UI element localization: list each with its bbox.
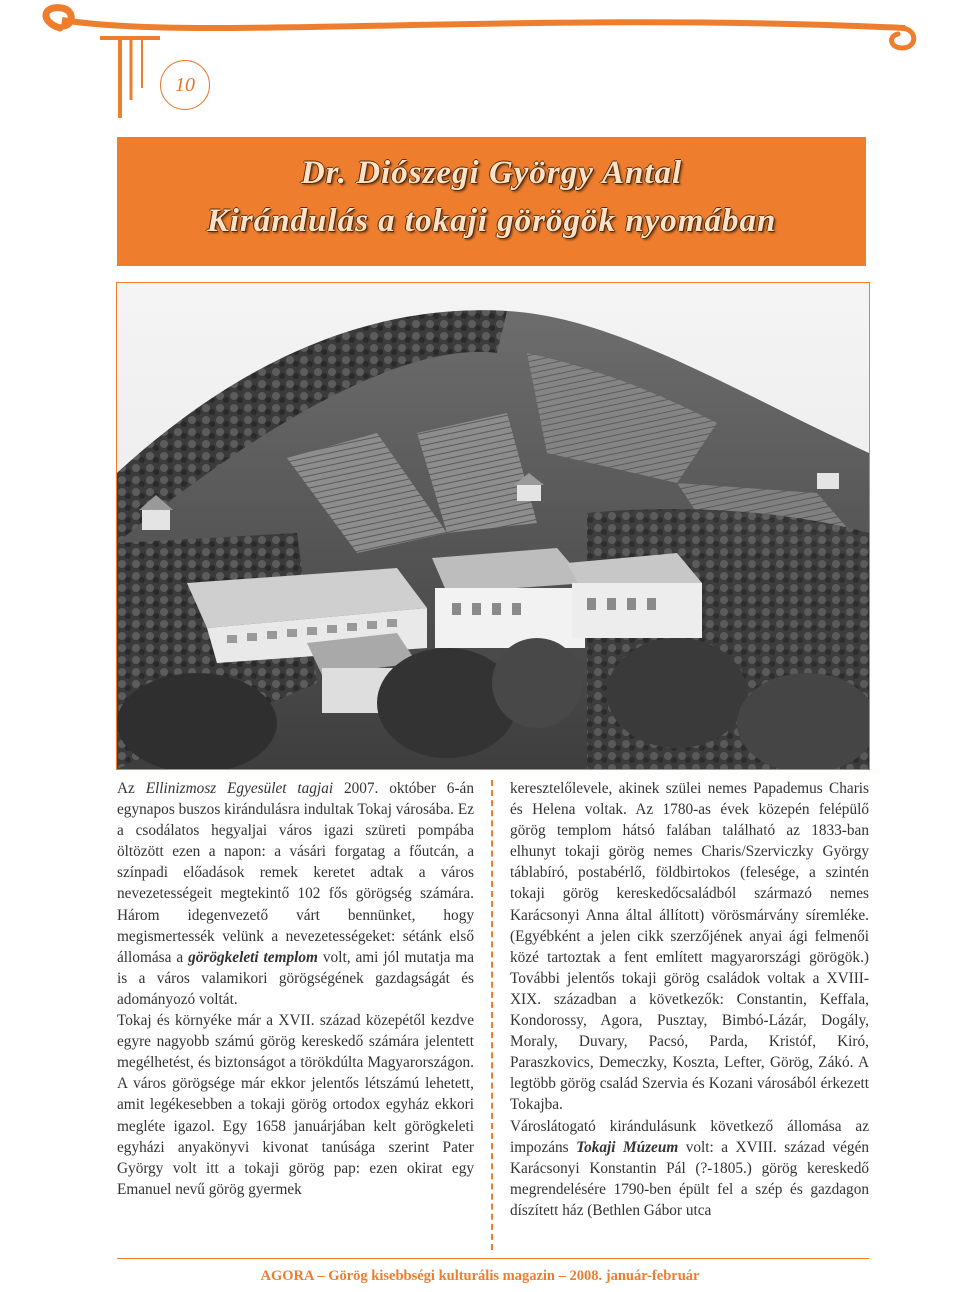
article-column-left [117, 778, 474, 1200]
emphasis: Ellinizmosz Egyesület tagjai [145, 780, 334, 797]
paragraph: Tokaj és környéke már a XVII. század közepétől kezdve egyre nagyobb számú görög kereskedő számára jelentett megélhetést, és biztonságot a törökdúlta Magyarországon. A város görögsége már ekkor jelentős létszámú lehetett, amit legékesebben a tokaji görög ortodox egyház ekkori megléte igazol. Egy 1658 januárjában kelt görögkeleti egyházi anyakönyvi kivonat tanúsága szerint Pater György volt itt a tokaji görög pap: ezen okirat egy Emanuel nevű görög gyermek [117, 1012, 474, 1198]
article-column-right [510, 778, 869, 1221]
strong-emphasis: Tokaji Múzeum [576, 1138, 679, 1156]
paragraph: keresztelőlevele, akinek szülei nemes Papademus Charis és Helena voltak. Az 1780-as évek közepén felépülő görög templom hátsó falában található az 1833-ban elhunyt tokaji görög nemes Charis/Szerviczky György táblabíró, postabérlő, földbirtokos (felesége, a szintén tokaji görög kereskedőcsaládból származó nemes Karácsonyi Anna által állított) vörösmárvány síremléke. (Egyébként a jelen cikk szerzőjének anyai ági felmenői közé tartoztak a fent említett magyarországi görögök.) További jelentős tokaji görög családok voltak a XVIII-XIX. században a következők: Constantin, Keffala, Kondorossy, Agora, Pusztay, Bimbó-Lázár, Dogály, Moraly, Duvary, Pacsó, Parda, Kristóf, Kiró, Paraszkovics, Demeczky, Koszta, Lefter, Görög, Zákó. A legtöbb görög család Szervia és Kozani városából érkezett Tokajba. [510, 780, 869, 1114]
paragraph: Az Ellinizmosz Egyesület tagjai 2007. október 6-án egynapos buszos kirándulásra indultak Tokaj városába. Ez a csodálatos hegyaljai város igazi szüreti pompába öltözött ezen a napon: a vásári forgatag a főutcán, a színpadi előadások remek keretet adtak a város nevezetességeit megtekintő 102 fős görögség számára. Három idegenvezető várt bennünket, hogy megismertessék velünk a nevezetességeket: sétánk első állomása a görögkeleti templom volt, ami jól mutatja ma is a város valamikori görögségének gazdagságát és adományozó voltát. [117, 780, 474, 1008]
article-title: Kirándulás a tokaji görögök nyomában [206, 203, 777, 239]
footer-text: AGORA – Görög kisebbségi kulturális magazin – 2008. január-február [260, 1268, 700, 1284]
footer-rule [117, 1258, 869, 1259]
tokaj-photo [116, 282, 870, 770]
paragraph: Városlátogató kirándulásunk következő állomása az impozáns Tokaji Múzeum volt: a XVIII. század végén Karácsonyi Konstantin Pál (?-1805.) görög kereskedő megrendelésére 1790-ben épült fel a szép és gazdagon díszített ház (Bethlen Gábor utca [510, 1117, 870, 1219]
header-ornament [0, 0, 960, 130]
column-divider [491, 780, 493, 1250]
title-banner [117, 137, 866, 266]
strong-emphasis: görögkeleti templom [188, 948, 318, 966]
page-number: 10 [160, 60, 210, 110]
article-author: Dr. Diószegi György Antal [300, 155, 683, 191]
